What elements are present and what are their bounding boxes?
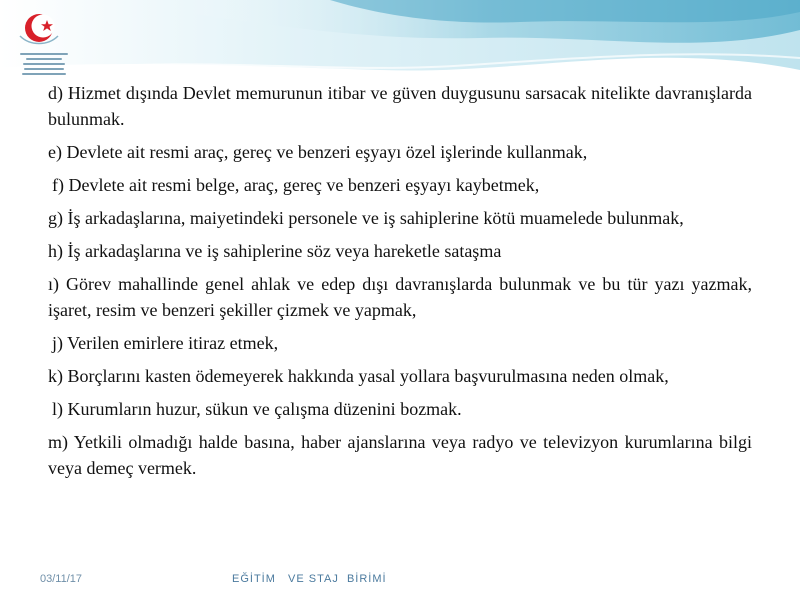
list-item: f) Devlete ait resmi belge, araç, gereç ve benzeri eşyayı kaybetmek, [52, 175, 540, 195]
header-wave-decoration [0, 0, 800, 90]
list-item: g) İş arkadaşlarına, maiyetindeki personele ve iş sahiplerine kötü muamelede bulunmak, [48, 208, 684, 228]
list-item: l) Kurumların huzur, sükun ve çalışma düzenini bozmak. [52, 399, 462, 419]
rules-list [48, 80, 752, 488]
list-item: e) Devlete ait resmi araç, gereç ve benzeri eşyayı özel işlerinde kullanmak, [48, 142, 588, 162]
footer-unit: EĞİTİM VE STAJ BİRİMİ [232, 573, 387, 585]
list-item: j) Verilen emirlere itiraz etmek, [52, 333, 279, 353]
list-item: h) İş arkadaşlarına ve iş sahiplerine söz veya hareketle sataşma [48, 241, 502, 261]
ministry-logo [6, 6, 72, 80]
list-item: ı) Görev mahallinde genel ahlak ve edep dışı davranışlarda bulunmak ve bu tür yazı yazmak, işaret, resim ve benzeri şekiller çizmek ve yapmak, [48, 274, 752, 320]
list-item: m) Yetkili olmadığı halde basına, haber ajanslarına veya radyo ve televizyon kurumlarına bilgi veya demeç vermek. [48, 432, 752, 478]
footer-date: 03/11/17 [40, 573, 83, 585]
list-item: k) Borçlarını kasten ödemeyerek hakkında yasal yollara başvurulmasına neden olmak, [48, 366, 669, 386]
list-item: d) Hizmet dışında Devlet memurunun itibar ve güven duygusunu sarsacak nitelikte davranışlarda bulunmak. [48, 83, 752, 129]
crescent-star-icon [6, 6, 72, 50]
logo-caption [16, 50, 72, 78]
